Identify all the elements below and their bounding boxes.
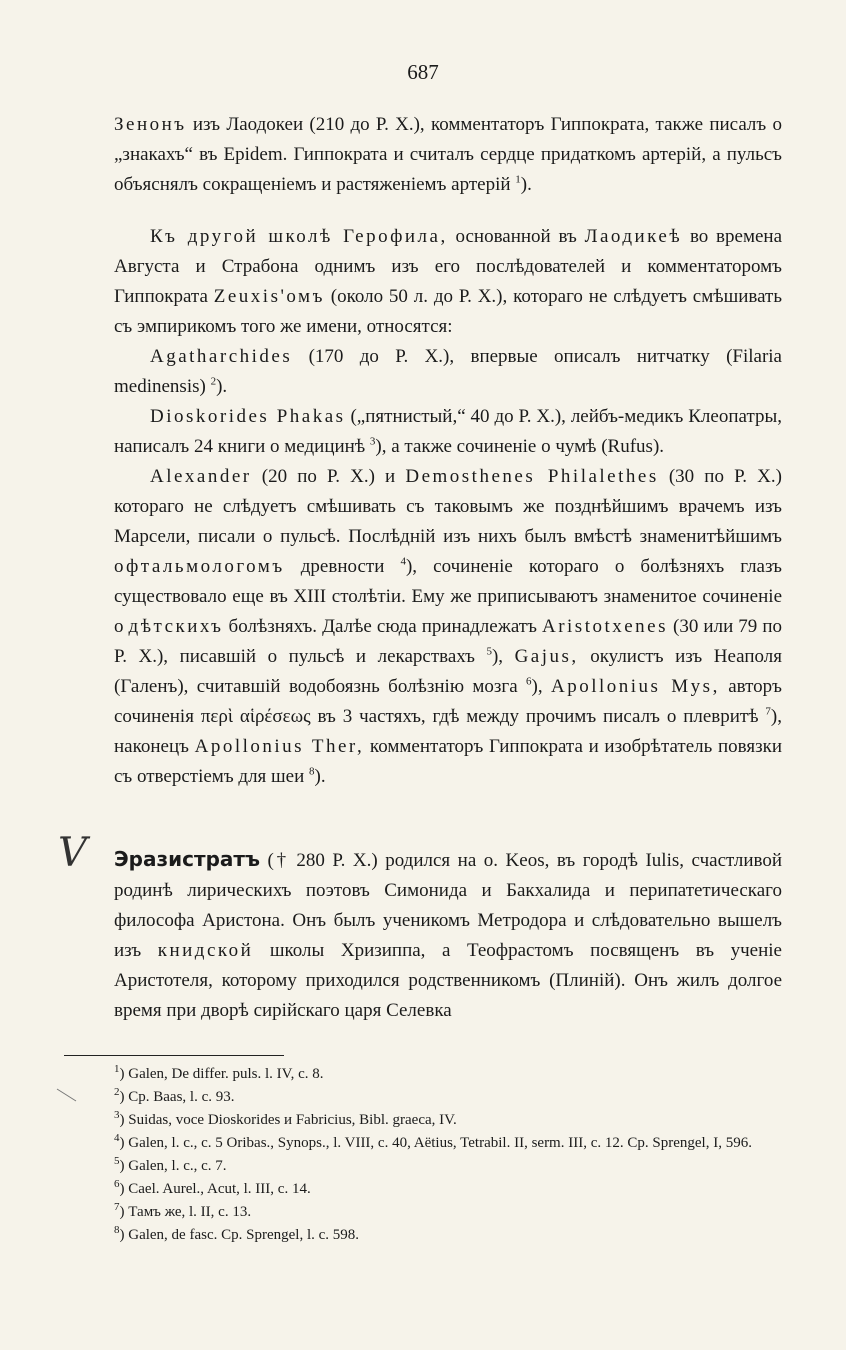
text-span: ). xyxy=(216,376,228,397)
footnote-number: 1 xyxy=(114,1063,120,1075)
footnote-number: 5 xyxy=(114,1155,120,1167)
footnote xyxy=(114,1063,782,1086)
footnote-number: 6 xyxy=(114,1178,120,1190)
footnote-ref: 4 xyxy=(400,555,406,568)
handwritten-check-mark: V xyxy=(58,830,87,876)
footnote xyxy=(114,1109,782,1132)
heading-erasistratus: Эразистратъ xyxy=(114,847,261,871)
text-span: основанной въ xyxy=(447,226,585,247)
footnote-text: ) Suidas, voce Dioskorides и Fabricius, Bibl. graeca, IV. xyxy=(119,1112,457,1128)
footnote-text: ) Galen, De differ. puls. l. IV, c. 8. xyxy=(119,1066,324,1082)
text-span: (170 до Р. Х.), впервые описалъ нитчатку (Filaria medinensis) xyxy=(114,346,782,397)
footnote-ref: 2 xyxy=(210,375,217,388)
text-span: авторъ сочиненія περὶ αἱρέσεως въ 3 частяхъ, гдѣ между прочимъ писалъ о плевритѣ xyxy=(114,676,783,727)
spaced-text: книдской xyxy=(157,940,254,961)
footnote-ref: 6 xyxy=(526,675,532,688)
text-span: ), xyxy=(531,676,551,697)
footnote xyxy=(114,1201,782,1224)
pencil-tick-mark xyxy=(56,1088,78,1102)
text-span: комментаторъ Гиппократа и изобрѣтатель повязки съ отверстіемъ для шеи xyxy=(114,736,782,787)
text-span: болѣзняхъ. Далѣе сюда принадлежатъ xyxy=(223,616,542,637)
text-span: древности xyxy=(284,556,401,577)
spaced-text: Aristotxenes xyxy=(541,616,669,637)
footnotes xyxy=(114,1063,782,1247)
footnote-number: 3 xyxy=(114,1109,120,1121)
text-span: (20 по Р. Х.) и xyxy=(251,466,406,487)
spaced-text: Zeuxis'омъ xyxy=(213,286,325,307)
text-span: ), наконецъ xyxy=(114,706,782,757)
paragraph-zenon xyxy=(114,110,782,200)
footnote-ref: 1 xyxy=(515,173,521,186)
name-agatharchides: Agatharchides xyxy=(150,346,293,367)
footnote-text: ) Cael. Aurel., Acut, l. III, c. 14. xyxy=(119,1181,311,1197)
text-span: ), а также сочиненіе о чумѣ (Rufus). xyxy=(375,436,665,457)
text-span: ). xyxy=(520,174,532,195)
text-span: ). xyxy=(314,766,326,787)
text-span: (30 или 79 по Р. Х.), писавшій о пульсѣ и лекарствахъ xyxy=(114,616,783,667)
footnote-number: 4 xyxy=(114,1132,120,1144)
paragraph-erasistratus xyxy=(58,830,782,1026)
text-span: (30 по Р. Х.) котораго не слѣдуетъ смѣшивать съ таковымъ же позднѣйшимъ врачемъ изъ Марсели, писали о пульсѣ. Послѣдній изъ нихъ былъ вмѣстѣ знаменитѣйшимъ xyxy=(114,466,782,547)
paragraph-dioskorides xyxy=(114,402,782,462)
footnote xyxy=(114,1178,782,1201)
footnote-ref: 3 xyxy=(369,435,376,448)
name-zenon: Зенонъ xyxy=(114,114,187,135)
spaced-text: Alexander xyxy=(150,466,252,487)
spaced-text: Gajus, xyxy=(514,646,579,667)
spaced-text: Лаодикеѣ xyxy=(584,226,683,247)
footnote-number: 8 xyxy=(114,1224,120,1236)
footnote-ref: 8 xyxy=(309,765,315,778)
page-number: 687 xyxy=(407,60,439,84)
footnote-text: ) Galen, l. c., c. 7. xyxy=(119,1158,227,1174)
text-span: во времена Августа и Страбона однимъ изъ его послѣдователей и комментаторомъ Гиппократа xyxy=(114,226,782,307)
footnote xyxy=(114,1155,782,1178)
text-span: ), сочиненіе котораго о болѣзняхъ глазъ существовало еще въ XIII столѣтіи. Ему же приписываютъ знаменитое сочиненіе о xyxy=(114,556,782,637)
text-span: (около 50 л. до Р. Х.), котораго не слѣдуетъ смѣшивать съ эмпирикомъ того же имени, относятся: xyxy=(114,286,783,337)
footnote xyxy=(114,1086,782,1109)
spaced-text: Apollonius Mys, xyxy=(550,676,720,697)
text-span: окулистъ изъ Неаполя (Галенъ), считавшій водобоязнь болѣзнію мозга xyxy=(114,646,783,697)
text-span: школы Хризиппа, а Теофрастомъ посвященъ въ ученіе Аристотеля, которому приходился родственникомъ (Плиній). Онъ жилъ долгое время при дворѣ сирійскаго царя Селевка xyxy=(114,940,782,1021)
spaced-text: Apollonius Ther, xyxy=(194,736,365,757)
paragraph-alexander xyxy=(114,462,782,792)
footnote xyxy=(114,1132,782,1155)
text-span: († 280 Р. Х.) родился на о. Keos, въ городѣ Iulis, счастливой родинѣ лирическихъ поэтовъ Симонида и Бакхалида и перипатетическаго философа Аристона. Онъ былъ ученикомъ Метродора и слѣдовательно вышелъ изъ xyxy=(114,850,782,961)
footnote-text: ) Galen, de fasc. Cp. Sprengel, l. c. 598. xyxy=(119,1227,360,1243)
footnote-ref: 7 xyxy=(765,705,771,718)
text-span: изъ Лаодокеи (210 до Р. Х.), комментаторъ Гиппократа, также писалъ о „знакахъ“ въ Epidem. Гиппократа и считалъ сердце придаткомъ артерій, а пульсъ объяснялъ сокращеніемъ и растяженіемъ артерій xyxy=(114,114,782,195)
name-dioskorides: Dioskorides Phakas xyxy=(150,406,346,427)
spaced-text: Къ другой школѣ Герофила, xyxy=(150,226,448,247)
spaced-text: офтальмологомъ xyxy=(114,556,285,577)
text-span: ), xyxy=(491,646,515,667)
paragraph-herophilus-school xyxy=(114,222,782,342)
footnote-number: 2 xyxy=(114,1086,120,1098)
spaced-text: Demosthenes Philalethes xyxy=(405,466,659,487)
spaced-text: дѣтскихъ xyxy=(128,616,224,637)
footnote-number: 7 xyxy=(114,1201,120,1213)
footnote-text: ) Cp. Baas, l. c. 93. xyxy=(119,1089,235,1105)
footnote-text: ) Тамъ же, l. II, c. 13. xyxy=(119,1204,252,1220)
paragraph-agatharchides xyxy=(114,342,782,402)
main-text xyxy=(58,110,783,1026)
footnote-text: ) Galen, l. c., c. 5 Oribas., Synops., l. VIII, c. 40, Aëtius, Tetrabil. II, serm. III, c. 12. Cp. Sprengel, I, 596. xyxy=(119,1135,752,1151)
footnote-ref: 5 xyxy=(486,645,492,658)
footnote xyxy=(114,1224,782,1247)
text-span: („пятнистый,“ 40 до Р. Х.), лейбъ-медикъ Клеопатры, написалъ 24 книги о медицинѣ xyxy=(114,406,782,457)
footnote-divider xyxy=(64,1055,284,1056)
